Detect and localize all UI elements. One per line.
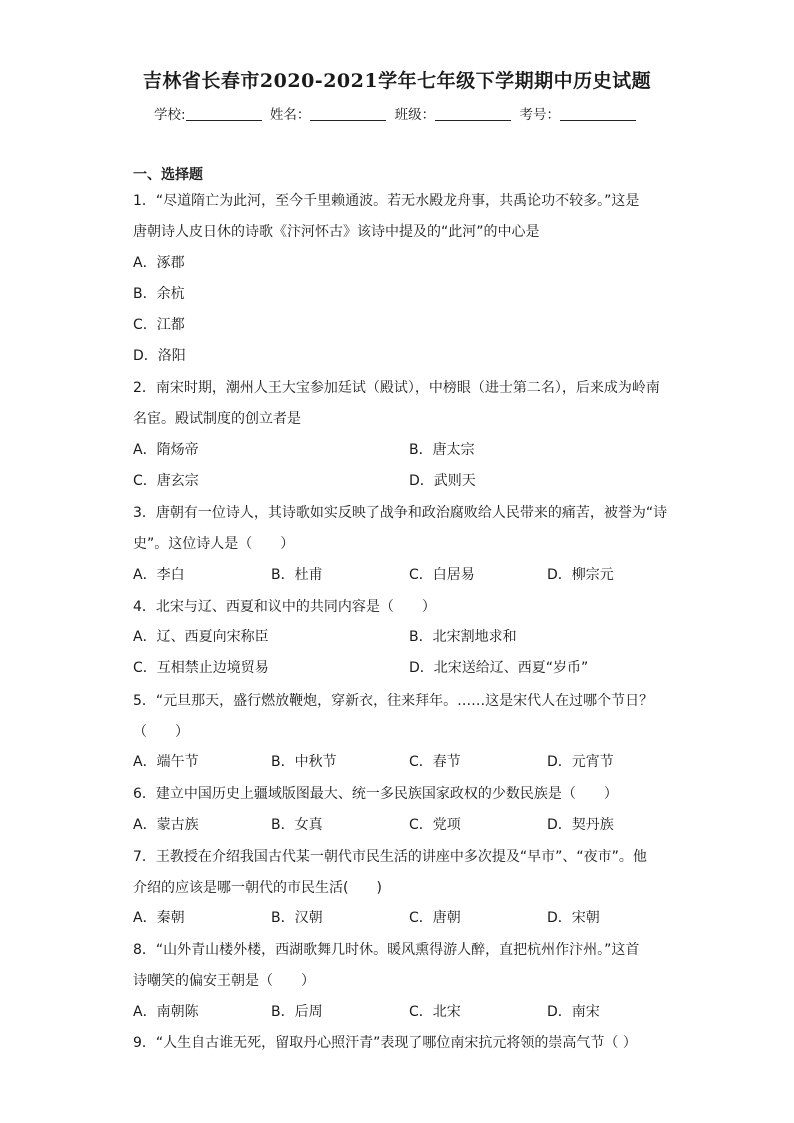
question-7: [133, 842, 663, 904]
question-5: [133, 686, 663, 748]
q2-option-a: A．隋炀帝: [133, 442, 199, 458]
question-4-line-1: 4．北宋与辽、西夏和议中的共同内容是（ ）: [133, 599, 436, 615]
question-5-line-2: （ ）: [133, 724, 189, 740]
question-1-line-2: 唐朝诗人皮日休的诗歌《汴河怀古》该诗中提及的“此河”的中心是: [133, 224, 540, 240]
section-heading: 一、选择题: [133, 167, 203, 183]
question-1: [133, 186, 663, 248]
question-6-line-1: 6．建立中国历史上疆域版图最大、统一多民族国家政权的少数民族是（ ）: [133, 786, 618, 802]
number-blank: [560, 106, 636, 121]
q3-option-c: C．白居易: [409, 567, 475, 583]
q5-option-b: B．中秋节: [271, 754, 337, 770]
question-8-line-1: 8．“山外青山楼外楼，西湖歌舞几时休。暖风熏得游人醉，直把杭州作汴州。”这首: [133, 942, 640, 958]
name-blank: [310, 106, 386, 121]
q3-option-d: D．柳宗元: [547, 567, 614, 583]
q5-option-a: A．端午节: [133, 754, 199, 770]
number-label: 考号：: [519, 107, 560, 123]
page-title: 吉林省长春市2020-2021学年七年级下学期期中历史试题: [142, 70, 652, 92]
question-7-line-1: 7．王教授在介绍我国古代某一朝代市民生活的讲座中多次提及“早市”、“夜市”。他: [133, 849, 647, 865]
q1-option-c: C．江都: [133, 317, 185, 333]
q2-option-d: D．武则天: [409, 473, 476, 489]
question-9: [133, 1028, 663, 1059]
school-label: 学校:: [154, 107, 186, 123]
q5-option-d: D．元宵节: [547, 754, 614, 770]
q7-option-c: C．唐朝: [409, 910, 461, 926]
student-info-line: [0, 103, 794, 123]
q3-option-a: A．李白: [133, 567, 185, 583]
q7-option-a: A．秦朝: [133, 910, 185, 926]
q6-option-b: B．女真: [271, 817, 323, 833]
question-2-line-1: 2．南宋时期，潮州人王大宝参加廷试（殿试），中榜眼（进士第二名），后来成为岭南: [133, 380, 660, 396]
q4-option-b: B．北宋割地求和: [409, 629, 517, 645]
q6-option-c: C．党项: [409, 817, 461, 833]
q8-option-a: A．南朝陈: [133, 1004, 199, 1020]
school-blank: [186, 106, 262, 121]
q5-option-c: C．春节: [409, 754, 461, 770]
question-8-line-2: 诗嘲笑的偏安王朝是（ ）: [133, 973, 315, 989]
q8-option-c: C．北宋: [409, 1004, 461, 1020]
class-blank: [435, 106, 511, 121]
q4-option-d: D．北宋送给辽、西夏“岁币”: [409, 660, 589, 676]
question-2: [133, 373, 663, 435]
question-9-line-1: 9．“人生自古谁无死，留取丹心照汗青”表现了哪位南宋抗元将领的崇高气节（ ）: [133, 1035, 637, 1051]
q7-option-d: D．宋朝: [547, 910, 600, 926]
q8-option-d: D．南宋: [547, 1004, 600, 1020]
q1-option-b: B．余杭: [133, 286, 185, 302]
q1-option-d: D．洛阳: [133, 348, 186, 364]
question-8: [133, 935, 663, 997]
q3-option-b: B．杜甫: [271, 567, 323, 583]
question-3-line-2: 史”。这位诗人是（ ）: [133, 536, 295, 552]
question-1-line-1: 1．“尽道隋亡为此河，至今千里赖通波。若无水殿龙舟事，共禹论功不较多。”这是: [133, 193, 640, 209]
question-2-line-2: 名宦。殿试制度的创立者是: [133, 411, 301, 427]
q6-option-d: D．契丹族: [547, 817, 614, 833]
q7-option-b: B．汉朝: [271, 910, 323, 926]
q4-option-a: A．辽、西夏向宋称臣: [133, 629, 269, 645]
question-4: [133, 592, 663, 623]
question-6: [133, 779, 663, 810]
question-3: [133, 498, 668, 560]
question-3-line-1: 3．唐朝有一位诗人，其诗歌如实反映了战争和政治腐败给人民带来的痛苦，被誉为“诗: [133, 505, 668, 521]
q2-option-c: C．唐玄宗: [133, 473, 199, 489]
q2-option-b: B．唐太宗: [409, 442, 475, 458]
q1-option-a: A．涿郡: [133, 255, 185, 271]
q8-option-b: B．后周: [271, 1004, 323, 1020]
question-7-line-2: 介绍的应该是哪一朝代的市民生活( ): [133, 880, 382, 896]
class-label: 班级：: [394, 107, 436, 123]
q6-option-a: A．蒙古族: [133, 817, 199, 833]
question-5-line-1: 5．“元旦那天，盛行燃放鞭炮，穿新衣，往来拜年。……这是宋代人在过哪个节日？: [133, 693, 654, 709]
name-label: 姓名：: [269, 107, 311, 123]
q4-option-c: C．互相禁止边境贸易: [133, 660, 269, 676]
